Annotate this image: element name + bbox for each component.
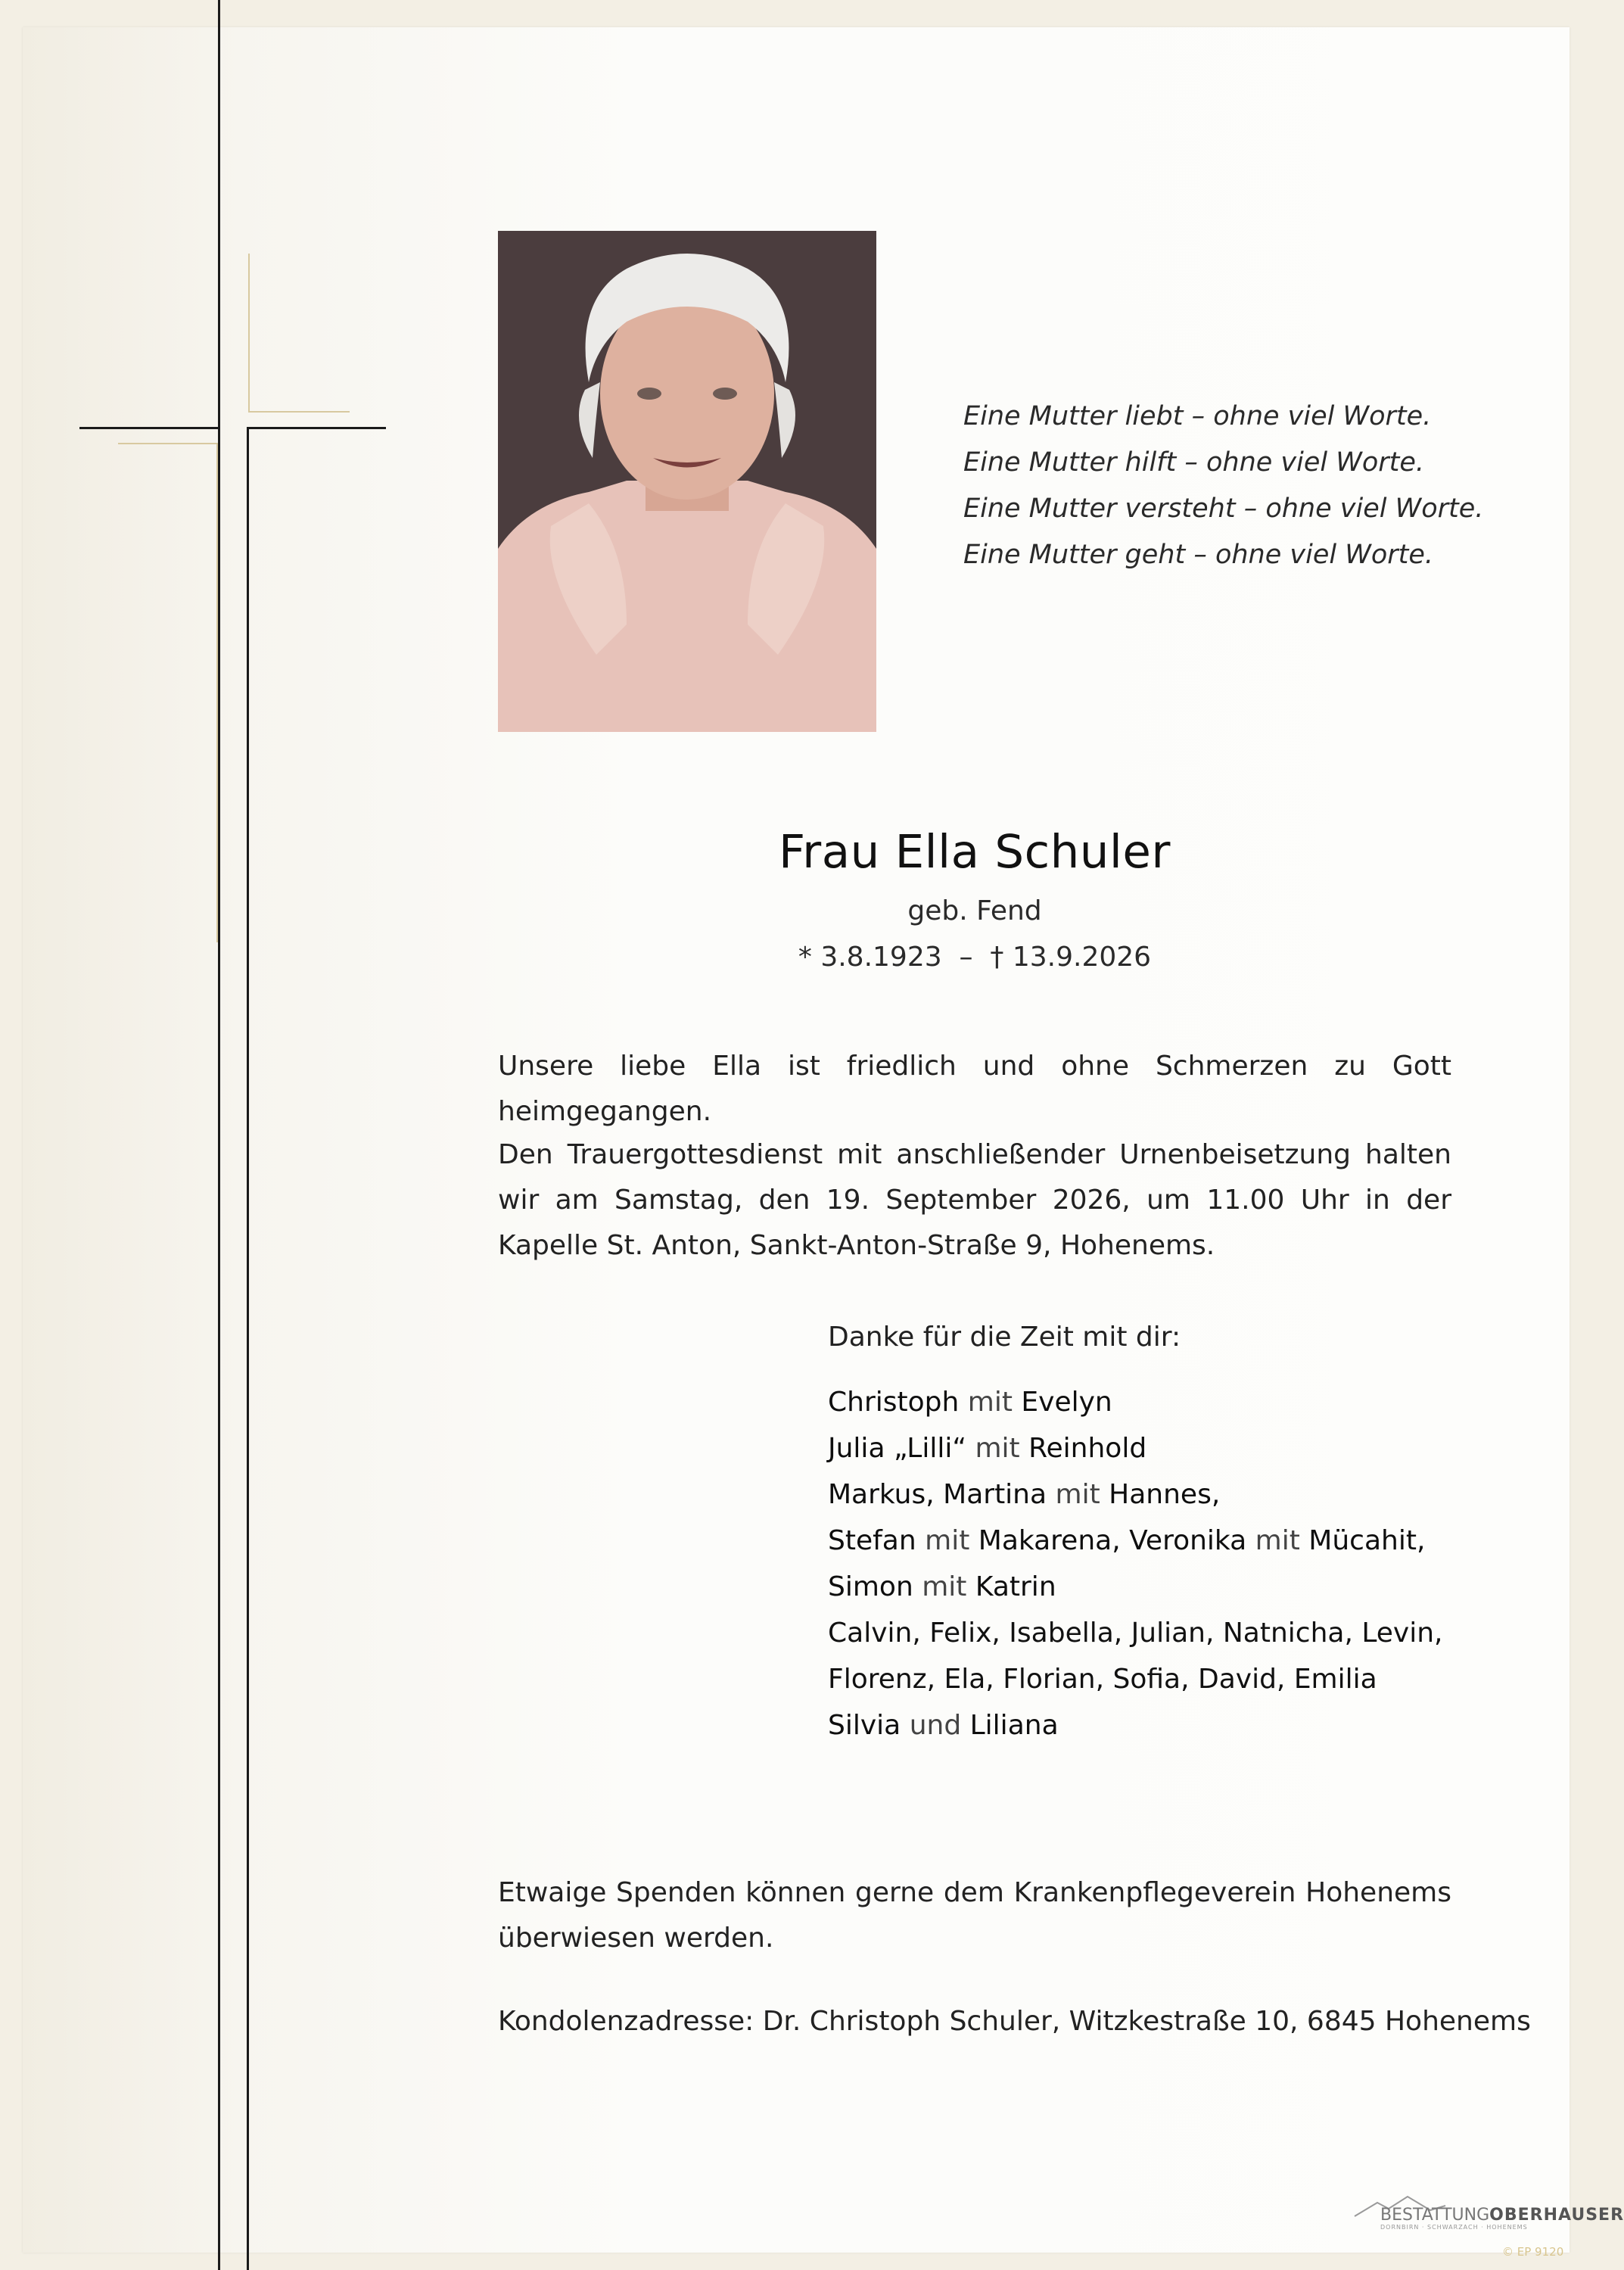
logo-prefix: BESTATTUNG: [1380, 2206, 1490, 2225]
person-name: Simon: [828, 1571, 913, 1602]
family-names: [828, 1518, 1425, 1564]
cross-gold-arm-left: [118, 443, 218, 444]
person-name: Reinhold: [1028, 1433, 1147, 1464]
logo-subtitle: DORNBIRN · SCHWARZACH · HOHENEMS: [1380, 2224, 1528, 2231]
cross-arm-left: [79, 427, 220, 429]
person-name: Martina: [943, 1479, 1047, 1510]
cross-vertical-line: [218, 0, 220, 2270]
connector: mit: [975, 1433, 1020, 1464]
cross-gold-top: [248, 254, 250, 413]
person-name: Katrin: [975, 1571, 1056, 1602]
connector: mit: [925, 1525, 970, 1556]
donations-text: Etwaige Spenden können gerne dem Krankenpflegeverein Hohenems überwiesen werden.: [498, 1877, 1451, 1954]
cross-gold-arm-right: [250, 411, 350, 413]
condolence-address: Kondolenzadresse: Dr. Christoph Schuler, Witzkestraße 10, 6845 Hohenems: [498, 2006, 1531, 2037]
service-text: Den Trauergottesdienst mit anschließender Urnenbeisetzung halten wir am Samstag, den 19. September 2026, um 11.00 Uhr in der Kapelle St. Anton, Sankt-Anton-Straße 9, Hohenems.: [498, 1139, 1451, 1261]
deceased-name: Frau Ella Schuler: [778, 825, 1171, 879]
poem-line: Eine Mutter liebt – ohne viel Worte.: [963, 401, 1432, 431]
person-name: Mücahit,: [1308, 1525, 1426, 1556]
person-name: Christoph: [828, 1387, 960, 1418]
person-name: Silvia: [828, 1710, 901, 1741]
poem: [963, 394, 1508, 578]
maiden-name: geb. Fend: [907, 895, 1042, 926]
family-names: Calvin, Felix, Isabella, Julian, Natnicha, Levin,: [828, 1618, 1443, 1649]
person-name: Liliana: [969, 1710, 1059, 1741]
family-names: [828, 1379, 1112, 1425]
person-name: Makarena,: [978, 1525, 1121, 1556]
person-name: Evelyn: [1021, 1387, 1112, 1418]
life-dates: * 3.8.1923 – † 13.9.2026: [798, 942, 1152, 973]
family-names: [828, 1471, 1220, 1518]
poem-line: Eine Mutter hilft – ohne viel Worte.: [963, 447, 1425, 478]
connector: mit: [922, 1571, 967, 1602]
connector: mit: [967, 1387, 1013, 1418]
cross-arm-right: [247, 427, 386, 429]
person-name: Veronika: [1129, 1525, 1247, 1556]
person-name: Markus,: [828, 1479, 935, 1510]
person-name: Julia „Lilli“: [828, 1433, 967, 1464]
family-names: Florenz, Ela, Florian, Sofia, David, Emilia: [828, 1664, 1377, 1695]
cross-vertical-line-inner: [247, 429, 249, 2270]
portrait-photo: [498, 231, 876, 732]
logo-brand: OBERHAUSER: [1489, 2206, 1624, 2225]
cross-gold-bottom: [216, 443, 218, 942]
connector: und: [909, 1710, 962, 1741]
poem-line: Eine Mutter versteht – ohne viel Worte.: [963, 494, 1484, 524]
document-code: © EP 9120: [1502, 2245, 1564, 2259]
intro-text: Unsere liebe Ella ist friedlich und ohne Schmerzen zu Gott heimgegangen.: [498, 1051, 1451, 1127]
family-names: [828, 1564, 1056, 1610]
poem-line: Eine Mutter geht – ohne viel Worte.: [963, 540, 1434, 570]
logo-text: [1380, 2206, 1624, 2225]
funeral-home-logo: [1355, 2195, 1624, 2240]
family-names: [828, 1702, 1059, 1748]
family-names: [828, 1425, 1146, 1471]
connector: mit: [1055, 1479, 1100, 1510]
connector: mit: [1255, 1525, 1300, 1556]
thanks-heading: Danke für die Zeit mit dir:: [828, 1322, 1181, 1353]
person-name: Stefan: [828, 1525, 916, 1556]
person-name: Hannes,: [1109, 1479, 1221, 1510]
